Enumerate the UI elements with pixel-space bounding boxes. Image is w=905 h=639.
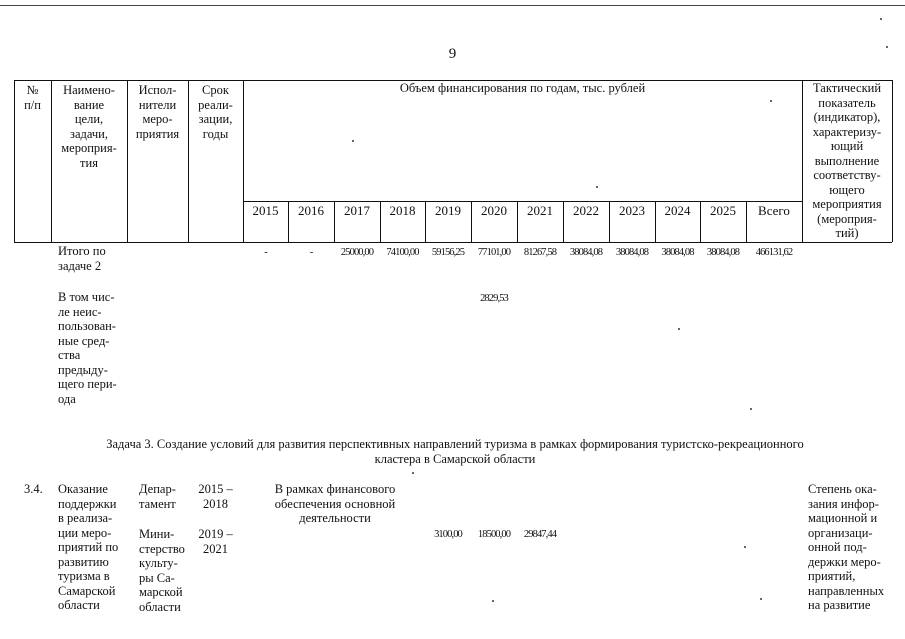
row-3-4-funding-note: В рамках финансового обеспечения основной деятельности (274, 482, 396, 525)
task2-total-label: Итого по задаче 2 (58, 244, 106, 273)
year-header: 2022 (573, 203, 599, 218)
year-header-total: Всего (758, 203, 790, 218)
value-cell: 38084,08 (569, 247, 603, 258)
year-header: 2017 (344, 203, 370, 218)
row-3-4-term-1: 2015 – 2018 (198, 482, 233, 511)
page-number: 9 (448, 46, 457, 62)
row-3-4-number: 3.4. (24, 482, 43, 496)
unused-funds-label: В том чис- ле неис- пользован- ные сред- ства предыду- щего пери- ода (58, 290, 117, 406)
year-header: 2018 (389, 203, 416, 218)
year-header: 2016 (298, 203, 324, 218)
year-header: 2015 (252, 203, 279, 218)
value-cell: 3100,00 (434, 529, 462, 540)
task3-heading: Задача 3. Создание условий для развития перспективных направлений туризма в рамках формирования туристско-рекреационного кластера в Самарской области (106, 437, 804, 466)
header-col-term: Срок реали- зации, годы (198, 83, 233, 141)
value-cell: - (264, 247, 267, 258)
row-3-4-term-2: 2019 – 2021 (198, 527, 233, 556)
year-header: 2021 (527, 203, 553, 218)
header-col-executors: Испол- нители меро- приятия (135, 83, 180, 141)
value-cell: 18500,00 (477, 529, 511, 540)
row-3-4-name: Оказание поддержки в реализа- ции меро- приятий по развитию туризма в Самарской области (58, 482, 119, 612)
year-header: 2025 (710, 203, 736, 218)
value-cell: 29847,44 (523, 529, 557, 540)
header-col-indicator: Тактический показатель (индикатор), характеризу- ющий выполнение соответству- ющего мероприятия (мероприя- тий) (812, 81, 882, 240)
unused-funds-value-2020: 2829,53 (480, 293, 508, 304)
year-header: 2019 (435, 203, 461, 218)
header-col-name: Наимено- вание цели, задачи, мероприя- тия (61, 83, 117, 170)
row-3-4-executor-2: Мини- стерство культу- ры Са- марской области (139, 527, 185, 614)
value-cell: 81267,58 (523, 247, 557, 258)
value-cell-total: 466131,62 (755, 247, 793, 258)
year-header: 2020 (481, 203, 507, 218)
value-cell: - (309, 247, 313, 258)
header-col-funding: Объем финансирования по годам, тыс. рублей (399, 81, 646, 95)
value-cell: 38084,08 (706, 247, 740, 258)
year-header: 2024 (664, 203, 691, 218)
value-cell: 25000,00 (340, 247, 374, 258)
value-cell: 77101,00 (477, 247, 511, 258)
value-cell: 38084,08 (661, 247, 694, 258)
value-cell: 74100,00 (386, 247, 419, 258)
top-rule (0, 5, 905, 6)
row-3-4-executor-1: Депар- тамент (139, 482, 176, 511)
year-header: 2023 (619, 203, 645, 218)
value-cell: 38084,08 (615, 247, 649, 258)
header-col-number: № п/п (24, 83, 41, 112)
row-3-4-indicator: Степень ока- зания инфор- мационной и организаци- онной под- держки меро- приятий, направленных на развитие (808, 482, 885, 612)
value-cell: 59156,25 (431, 247, 465, 258)
